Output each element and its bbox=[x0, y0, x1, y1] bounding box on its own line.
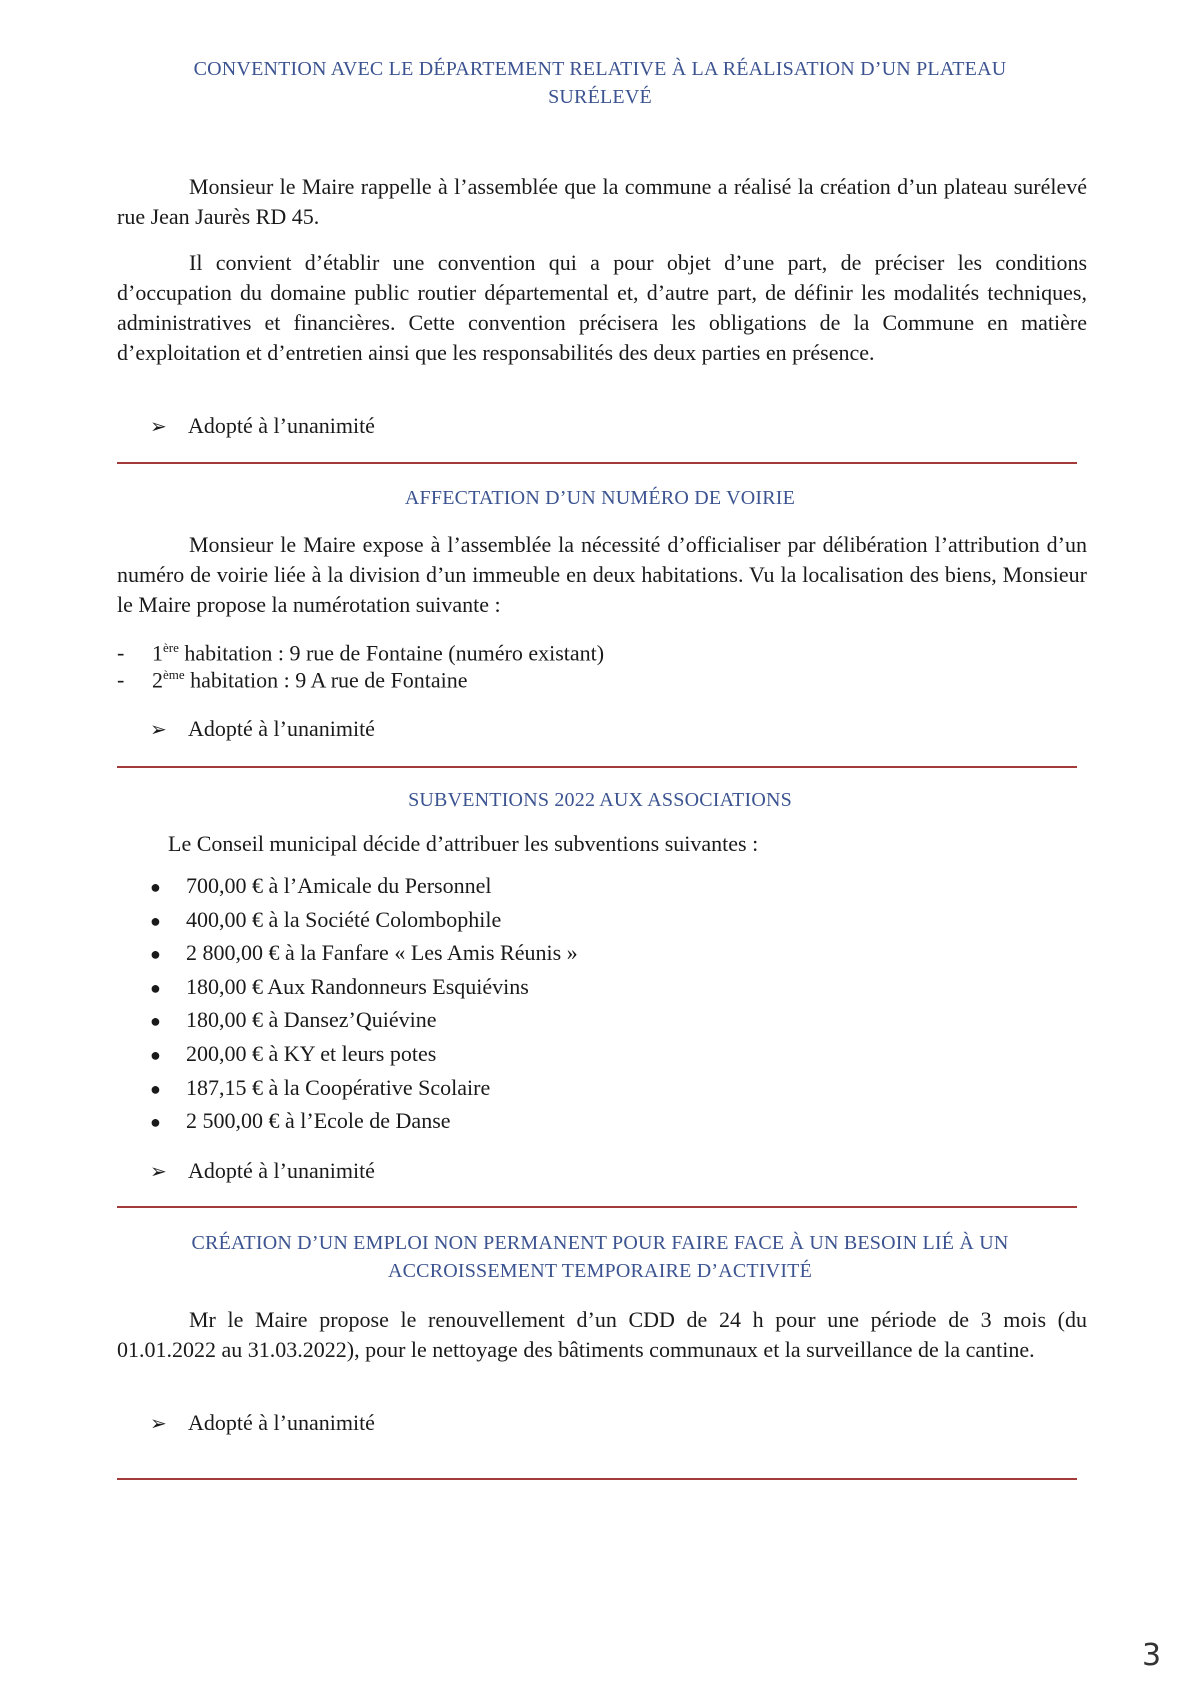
bullet-dot-icon: ● bbox=[150, 1011, 161, 1032]
arrow-bullet-icon: ➢ bbox=[150, 1413, 167, 1435]
list-item bbox=[150, 1004, 578, 1038]
item-text: 700,00 € à l’Amicale du Personnel bbox=[186, 873, 492, 898]
section-title-line: ACCROISSEMENT TEMPORAIRE D’ACTIVITÉ bbox=[387, 1260, 813, 1282]
adopted-line bbox=[150, 1156, 375, 1187]
item-ordinal: ème bbox=[163, 667, 185, 682]
adopted-text: Adopté à l’unanimité bbox=[188, 413, 375, 438]
section-title-line: CRÉATION D’UN EMPLOI NON PERMANENT POUR FAIRE FACE À UN BESOIN LIÉ À UN bbox=[191, 1232, 1009, 1254]
bullet-dot-icon: ● bbox=[150, 977, 161, 998]
bullet-dot-icon: ● bbox=[150, 1044, 161, 1065]
bullet-dot-icon: ● bbox=[150, 877, 161, 897]
arrow-bullet-icon: ➢ bbox=[150, 719, 167, 741]
paragraph-text: Le Conseil municipal décide d’attribuer les subventions suivantes : bbox=[168, 831, 759, 856]
section-title-line: SURÉLEVÉ bbox=[548, 86, 652, 108]
item-text: habitation : 9 rue de Fontaine (numéro existant) bbox=[178, 640, 605, 666]
item-text: 180,00 € à Dansez’Quiévine bbox=[186, 1007, 437, 1033]
section-title-line: AFFECTATION D’UN NUMÉRO DE VOIRIE bbox=[404, 487, 796, 509]
item-text: 187,15 € à la Coopérative Scolaire bbox=[186, 1074, 491, 1100]
paragraph-text: Monsieur le Maire rappelle à l’assemblée que la commune a réalisé la création d’un plateau surélevé rue Jean Jaurès RD 45. bbox=[117, 174, 1087, 229]
section-title-subventions bbox=[140, 786, 1060, 814]
subventions-list bbox=[150, 870, 578, 1139]
paragraph bbox=[117, 248, 1087, 368]
paragraph bbox=[117, 530, 1087, 620]
section-divider bbox=[117, 1478, 1077, 1480]
section-divider bbox=[117, 462, 1077, 464]
paragraph bbox=[168, 829, 1068, 859]
list-item bbox=[150, 904, 578, 938]
section-title-line: CONVENTION AVEC LE DÉPARTEMENT RELATIVE À LA RÉALISATION D’UN PLATEAU bbox=[193, 58, 1007, 80]
list-item bbox=[150, 870, 578, 904]
section-title-emploi bbox=[140, 1229, 1060, 1285]
item-text: 400,00 € à la Société Colombophile bbox=[186, 906, 502, 932]
dash-bullet: - bbox=[117, 640, 125, 666]
paragraph bbox=[117, 1305, 1087, 1365]
adopted-text: Adopté à l’unanimité bbox=[188, 716, 375, 741]
section-divider bbox=[117, 766, 1077, 768]
paragraph-text: Il convient d’établir une convention qui a pour objet d’une part, de préciser les conditions d’occupation du domaine public routier départemental et, d’autre part, de définir les modalités techniques, administratives et financières. Cette convention précisera les obligations de la Commune en matière d’exploitation et d’entretien ainsi que les responsabilités des deux parties en présence. bbox=[117, 250, 1087, 365]
adopted-text: Adopté à l’unanimité bbox=[188, 1410, 375, 1435]
item-text: 180,00 € Aux Randonneurs Esquiévins bbox=[186, 973, 529, 999]
bullet-dot-icon: ● bbox=[150, 910, 161, 931]
item-text: 2 500,00 € à l’Ecole de Danse bbox=[186, 1108, 451, 1134]
section-title-convention bbox=[140, 55, 1060, 111]
section-title-line: SUBVENTIONS 2022 AUX ASSOCIATIONS bbox=[408, 789, 792, 811]
adopted-line bbox=[150, 411, 375, 442]
section-title-voirie bbox=[140, 484, 1060, 512]
list-item bbox=[150, 1038, 578, 1072]
adopted-line bbox=[150, 714, 375, 745]
bullet-dot-icon: ● bbox=[150, 944, 161, 965]
adopted-text: Adopté à l’unanimité bbox=[188, 1158, 375, 1183]
page-number: 3 bbox=[1142, 1638, 1162, 1673]
list-item bbox=[117, 661, 468, 694]
item-number: 1 bbox=[152, 640, 163, 666]
adopted-line bbox=[150, 1408, 375, 1439]
list-item bbox=[150, 1072, 578, 1106]
arrow-bullet-icon: ➢ bbox=[150, 1161, 167, 1183]
bullet-dot-icon: ● bbox=[150, 1112, 161, 1133]
item-number: 2 bbox=[152, 667, 163, 693]
list-item bbox=[150, 971, 578, 1005]
list-item bbox=[150, 937, 578, 971]
item-ordinal: ère bbox=[163, 640, 179, 655]
section-divider bbox=[117, 1206, 1077, 1208]
arrow-bullet-icon: ➢ bbox=[150, 416, 167, 438]
list-item bbox=[150, 1105, 578, 1139]
paragraph bbox=[117, 172, 1087, 232]
item-text: habitation : 9 A rue de Fontaine bbox=[184, 667, 468, 693]
item-text: 2 800,00 € à la Fanfare « Les Amis Réunis » bbox=[186, 940, 578, 966]
paragraph-text: Monsieur le Maire expose à l’assemblée la nécessité d’officialiser par délibération l’attribution d’un numéro de voirie liée à la division d’un immeuble en deux habitations. Vu la localisation des biens, Monsieur le Maire propose la numérotation suivante : bbox=[117, 532, 1087, 617]
bullet-dot-icon: ● bbox=[150, 1078, 161, 1099]
dash-bullet: - bbox=[117, 667, 125, 693]
item-text: 200,00 € à KY et leurs potes bbox=[186, 1040, 437, 1066]
paragraph-text: Mr le Maire propose le renouvellement d’un CDD de 24 h pour une période de 3 mois (du 01.01.2022 au 31.03.2022), pour le nettoyage des bâtiments communaux et la surveillance de la cantine. bbox=[117, 1307, 1087, 1362]
